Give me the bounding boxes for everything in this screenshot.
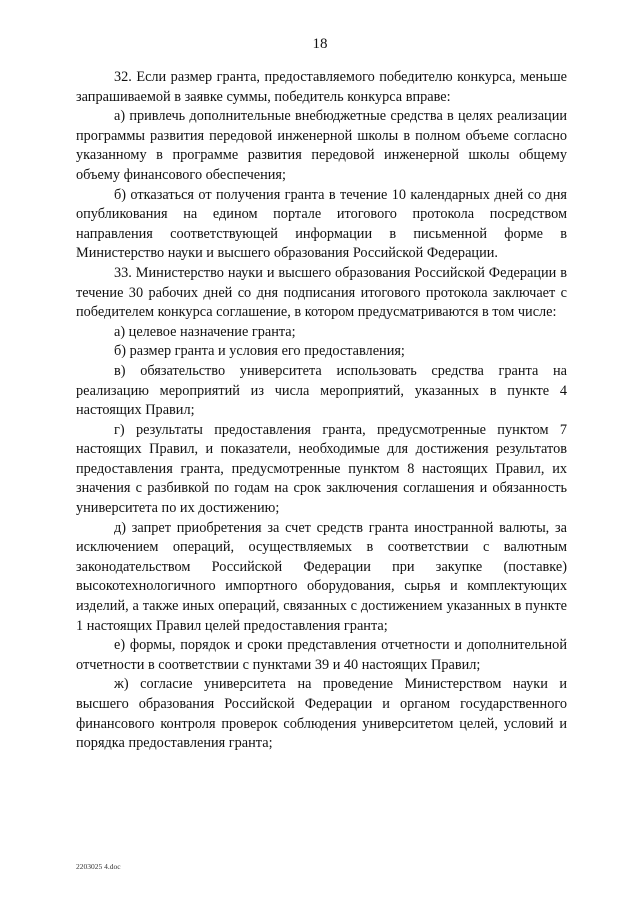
file-name-footer: 2203025 4.doc — [76, 862, 121, 871]
paragraph-32: 32. Если размер гранта, предоставляемого победителю конкурса, меньше запрашиваемой в заявке суммы, победитель конкурса вправе: — [76, 69, 567, 105]
paragraph-33-g: г) результаты предоставления гранта, предусмотренные пунктом 7 настоящих Правил, и показатели, необходимые для достижения результатов предоставления гранта, предусмотренные пунктом 8 настоящих Правил, их значения с разбивкой по годам на срок заключения соглашения и обязанность университета по их достижению; — [76, 421, 567, 517]
document-body — [76, 68, 567, 754]
paragraph-33-e: е) формы, порядок и сроки представления отчетности и дополнительной отчетности в соответствии с пунктами 39 и 40 настоящих Правил; — [76, 637, 567, 673]
paragraph-32-b: б) отказаться от получения гранта в течение 10 календарных дней со дня опубликования на едином портале итогового протокола посредством направления соответствующей информации в письменной форме в Министерство науки и высшего образования Российской Федерации. — [76, 186, 567, 262]
paragraph-33-zh: ж) согласие университета на проведение Министерством науки и высшего образования Российской Федерации и органом государственного финансового контроля проверок соблюдения университетом целей, условий и порядка предоставления гранта; — [76, 676, 567, 752]
paragraph-33-b: б) размер гранта и условия его предоставления; — [114, 343, 405, 360]
paragraph-32-a: а) привлечь дополнительные внебюджетные средства в целях реализации программы развития передовой инженерной школы в полном объеме согласно указанному в программе развития передовой инженерной школы общему объему финансового обеспечения; — [76, 108, 567, 183]
page-number: 18 — [312, 36, 328, 52]
paragraph-33: 33. Министерство науки и высшего образования Российской Федерации в течение 30 рабочих дней со дня подписания итогового протокола заключает с победителем конкурса соглашение, в котором предусматриваются в том числе: — [76, 264, 567, 321]
paragraph-33-a: а) целевое назначение гранта; — [114, 323, 296, 340]
paragraph-33-v: в) обязательство университета использовать средства гранта на реализацию мероприятий из числа мероприятий, указанных в пункте 4 настоящих Правил; — [76, 362, 567, 419]
paragraph-33-d: д) запрет приобретения за счет средств гранта иностранной валюты, за исключением операций, осуществляемых в соответствии с валютным законодательством Российской Федерации при закупке (поставке) высокотехнологичного импортного оборудования, сырья и комплектующих изделий, а также иных операций, связанных с достижением указанных в пункте 1 настоящих Правил целей предоставления гранта; — [76, 519, 567, 634]
